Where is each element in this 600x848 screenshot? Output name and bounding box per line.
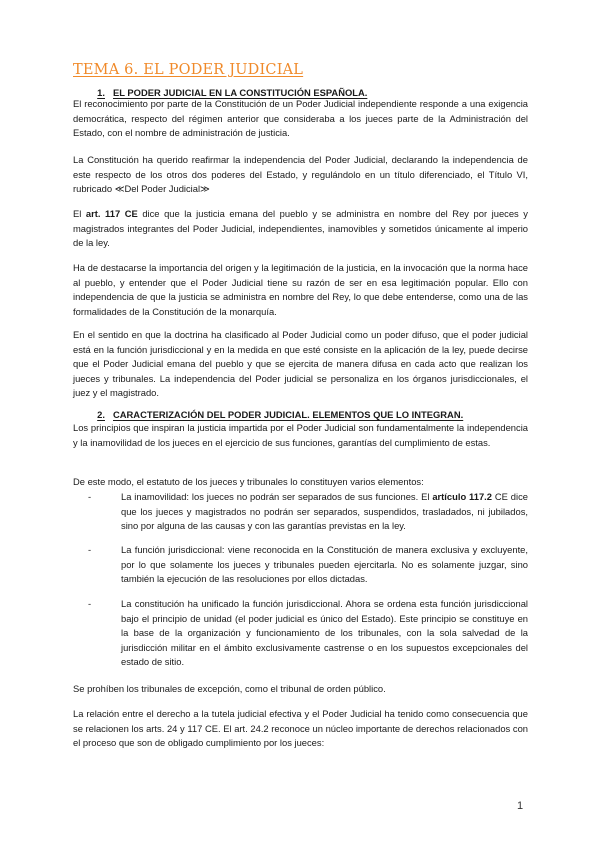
section-2-number: 2. [97, 409, 105, 420]
page-title: TEMA 6. EL PODER JUDICIAL [73, 62, 304, 78]
list-item-text-pre: La inamovilidad: los jueces no podrán ser separados de sus funciones. El [121, 491, 433, 502]
list-item-text [121, 490, 528, 534]
section-1-paragraph-1: El reconocimiento por parte de la Constitución de un Poder Judicial independiente responde a una exigencia democrática, respecto del régimen anterior que consideraba a los jueces parte de la Administración del Estado, con el nombre de administración de justicia. [73, 98, 528, 139]
section-2-paragraph-1: Los principios que inspiran la justicia impartida por el Poder Judicial son fundamentalmente la independencia y la inamovilidad de los jueces en el ejercicio de sus funciones, garantías del cumplimiento de estas. [73, 422, 528, 448]
section-2-paragraph-2: De este modo, el estatuto de los jueces y tribunales lo constituyen varios elementos: [73, 476, 424, 487]
section-1-paragraph-5: En el sentido en que la doctrina ha clasificado al Poder Judicial como un poder difuso, que el poder judicial está en la función jurisdiccional y en la medida en que esté consiste en la aplicación de la ley, puede decirse que el Poder Judicial emana del pueblo y que se ejercita de manera difusa en cada acto que realizan los jueces y tribunales. La independencia del Poder judicial se personaliza en los órganos jurisdiccionales, el juez y el magistrado. [73, 329, 528, 399]
section-2-paragraph-3: Se prohíben los tribunales de excepción, como el tribunal de orden público. [73, 683, 386, 694]
p3-pre: El [73, 208, 86, 219]
page-number: 1 [517, 800, 524, 812]
section-1-paragraph-4: Ha de destacarse la importancia del origen y la legitimación de la justicia, en la invocación que la norma hace al pueblo, y entender que el Poder Judicial tiene su razón de ser en esa legitimación popular. Ello con independencia de que la justicia se administra en nombre del Rey, lo que debe entenderse, como una de las formalidades de la Constitución de la monarquía. [73, 262, 528, 317]
list-item-text-post: CE dice que los jueces y magistrados no podrán ser separados, suspendidos, trasladados, ni jubilados, sino por alguna de las causas y con las garantías previstas en la ley. [121, 491, 528, 532]
list-dash: - [88, 598, 92, 609]
article-117-reference: art. 117 CE [85, 208, 138, 219]
list-item-text: La constitución ha unificado la función jurisdiccional. Ahora se ordena esta función jurisdiccional bajo el principio de unidad (el poder judicial es único del Estado). Este principio se constituye en la base de la organización y funcionamiento de los tribunales, con la sola salvedad de la jurisdicción militar en el ámbito exclusivamente castrense o en los supuestos excepcionales del estado de sitio. [121, 598, 528, 668]
p3-post: dice que la justicia emana del pueblo y se administra en nombre del Rey por jueces y magistrados integrantes del Poder Judicial, independientes, inamovibles y sometidos únicamente al imperio de la ley. [73, 208, 528, 249]
section-2-heading-text: CARACTERIZACIÓN DEL PODER JUDICIAL. ELEMENTOS QUE LO INTEGRAN. [113, 409, 464, 420]
section-1-number: 1. [97, 87, 105, 98]
section-2-paragraph-4: La relación entre el derecho a la tutela judicial efectiva y el Poder Judicial ha tenido como consecuencia que se relacionen los arts. 24 y 117 CE. El art. 24.2 reconoce un núcleo importante de derechos relacionados con el proceso que son de obligado cumplimiento por los jueces: [73, 708, 528, 749]
article-117-2-reference: artículo 117.2 [432, 491, 492, 502]
section-1-heading-text: EL PODER JUDICIAL EN LA CONSTITUCIÓN ESPAÑOLA. [113, 87, 368, 98]
section-1-paragraph-2: La Constitución ha querido reafirmar la independencia del Poder Judicial, declarando la independencia de este respecto de los otros dos poderes del Estado, y regulándolo en un título diferenciado, el Título VI, rubricado ≪Del Poder Judicial≫ [73, 154, 528, 195]
section-2-heading [73, 409, 528, 420]
list-dash: - [88, 544, 92, 555]
section-1-paragraph-3 [73, 207, 528, 251]
list-item-text: La función jurisdiccional: viene reconocida en la Constitución de manera exclusiva y excluyente, por lo que solamente los jueces y tribunales pueden ejercitarla. No es solamente juzgar, sino también la ejecución de las resoluciones por ellos dictadas. [121, 544, 528, 585]
list-dash: - [88, 491, 92, 502]
